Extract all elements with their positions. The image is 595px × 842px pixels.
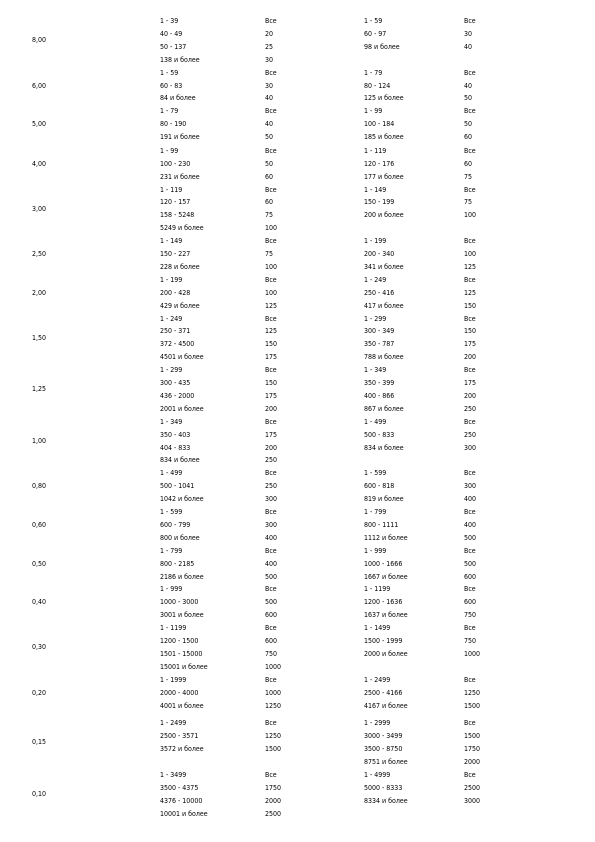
right-value: 50 (464, 94, 473, 103)
left-value: 125 (265, 327, 278, 336)
right-value: Все (464, 146, 476, 155)
left-value: Все (265, 417, 277, 426)
right-range: 1 - 799 (364, 508, 387, 516)
left-range: 2001 и более (160, 404, 204, 413)
left-range: 1 - 499 (160, 469, 183, 478)
row-label: 1,00 (32, 437, 47, 446)
right-range: 1 - 349 (364, 366, 387, 375)
right-value: 50 (464, 120, 473, 129)
right-value: 100 (464, 211, 477, 220)
left-value: 600 (265, 637, 278, 645)
left-range: 1 - 249 (160, 314, 183, 323)
right-range: 819 и более (364, 495, 404, 504)
right-value: 30 (464, 29, 473, 38)
left-value: Все (265, 546, 277, 555)
right-value: 300 (464, 482, 477, 491)
row-label: 0,10 (32, 790, 47, 799)
right-range: 4167 и более (364, 701, 408, 710)
row-label: 1,25 (32, 385, 47, 394)
left-range: 4376 - 10000 (160, 796, 203, 805)
right-value: 40 (464, 42, 473, 51)
left-value: 175 (265, 430, 278, 439)
left-value: Все (265, 17, 277, 25)
right-value: Все (464, 675, 476, 684)
left-value: 200 (265, 443, 278, 452)
left-value: 50 (265, 159, 274, 168)
right-value: Все (464, 417, 476, 426)
right-range: 1 - 59 (364, 17, 383, 25)
row-label: 0,60 (32, 520, 47, 529)
left-value: 250 (265, 482, 278, 491)
left-range: 250 - 371 (160, 327, 191, 336)
right-value: 60 (464, 133, 473, 142)
right-range: 1 - 499 (364, 417, 387, 426)
left-range: 40 - 49 (160, 29, 183, 38)
right-range: 300 - 349 (364, 327, 395, 336)
left-range: 1 - 999 (160, 585, 183, 594)
left-value: 400 (265, 533, 278, 542)
left-range: 84 и более (160, 94, 196, 103)
right-range: 1 - 2999 (364, 718, 391, 727)
right-value: 1250 (464, 688, 481, 697)
left-range: 3572 и более (160, 744, 204, 753)
right-range: 185 и более (364, 133, 404, 142)
right-value: 2500 (464, 783, 481, 792)
left-value: Все (265, 366, 277, 375)
left-value: 200 (265, 404, 278, 413)
right-value: 150 (464, 301, 477, 310)
right-range: 1 - 999 (364, 546, 387, 555)
left-value: Все (265, 508, 277, 516)
right-value: Все (464, 237, 476, 246)
row-label: 8,00 (32, 36, 47, 45)
left-range: 100 - 230 (160, 159, 191, 168)
left-range: 404 - 833 (160, 443, 191, 452)
left-value: Все (265, 675, 277, 684)
right-range: 1500 - 1999 (364, 637, 403, 645)
right-value: 250 (464, 404, 477, 413)
left-range: 5249 и более (160, 224, 204, 233)
left-value: 175 (265, 391, 278, 400)
left-value: 50 (265, 133, 274, 142)
right-value: Все (464, 508, 476, 516)
right-value: Все (464, 314, 476, 323)
right-value: 125 (464, 288, 477, 297)
right-value: 750 (464, 611, 477, 620)
left-value: 75 (265, 211, 274, 220)
right-range: 1 - 1499 (364, 624, 391, 633)
left-range: 150 - 227 (160, 250, 191, 258)
left-value: 1250 (265, 701, 282, 710)
left-value: 300 (265, 520, 278, 529)
right-value: 300 (464, 443, 477, 452)
left-value: 75 (265, 250, 274, 258)
right-value: 125 (464, 262, 477, 271)
left-value: Все (265, 237, 277, 246)
left-range: 158 - 5248 (160, 211, 195, 220)
left-value: 1500 (265, 744, 282, 753)
right-value: 75 (464, 172, 473, 181)
left-range: 1 - 2499 (160, 718, 187, 727)
left-range: 3001 и более (160, 611, 204, 620)
right-range: 150 - 199 (364, 198, 395, 207)
left-value: 2500 (265, 809, 282, 818)
right-range: 8751 и более (364, 757, 408, 766)
right-range: 341 и более (364, 262, 404, 271)
left-range: 1 - 99 (160, 146, 179, 155)
left-value: 100 (265, 224, 278, 233)
left-value: 30 (265, 81, 274, 90)
left-value: 500 (265, 598, 278, 607)
row-label: 0,80 (32, 482, 47, 491)
left-range: 1 - 1199 (160, 624, 187, 633)
right-value: 175 (464, 340, 477, 349)
left-range: 1 - 199 (160, 275, 183, 284)
left-range: 2500 - 3571 (160, 731, 199, 740)
left-range: 1000 - 3000 (160, 598, 199, 607)
left-value: 60 (265, 198, 274, 207)
left-range: 10001 и более (160, 809, 208, 818)
left-range: 800 и более (160, 533, 200, 542)
left-range: 1 - 299 (160, 366, 183, 375)
right-range: 1112 и более (364, 533, 408, 542)
right-range: 1000 - 1666 (364, 559, 403, 568)
right-range: 1637 и более (364, 611, 408, 620)
row-label: 2,50 (32, 250, 47, 258)
left-value: 175 (265, 353, 278, 362)
right-value: 600 (464, 598, 477, 607)
left-range: 1 - 349 (160, 417, 183, 426)
right-value: Все (464, 107, 476, 116)
row-label: 4,00 (32, 159, 47, 168)
left-range: 231 и более (160, 172, 200, 181)
right-range: 3500 - 8750 (364, 744, 403, 753)
right-range: 200 и более (364, 211, 404, 220)
left-range: 372 - 4500 (160, 340, 195, 349)
left-range: 800 - 2185 (160, 559, 195, 568)
right-value: 60 (464, 159, 473, 168)
left-value: 100 (265, 262, 278, 271)
right-value: 250 (464, 430, 477, 439)
right-value: 75 (464, 198, 473, 207)
left-range: 436 - 2000 (160, 391, 195, 400)
right-value: 400 (464, 495, 477, 504)
right-value: 500 (464, 559, 477, 568)
left-value: Все (265, 275, 277, 284)
left-value: Все (265, 314, 277, 323)
right-value: 400 (464, 520, 477, 529)
right-range: 400 - 866 (364, 391, 395, 400)
right-value: 200 (464, 353, 477, 362)
left-value: Все (265, 624, 277, 633)
left-range: 1 - 149 (160, 237, 183, 246)
right-range: 5000 - 8333 (364, 783, 403, 792)
right-value: Все (464, 718, 476, 727)
right-range: 98 и более (364, 42, 400, 51)
right-range: 788 и более (364, 353, 404, 362)
right-value: 1000 (464, 649, 481, 658)
left-range: 500 - 1041 (160, 482, 195, 491)
right-value: Все (464, 17, 476, 25)
right-value: Все (464, 366, 476, 375)
row-label: 0,50 (32, 559, 47, 568)
right-range: 1 - 599 (364, 469, 387, 478)
right-range: 1 - 2499 (364, 675, 391, 684)
left-range: 1 - 599 (160, 508, 183, 516)
right-range: 350 - 399 (364, 379, 395, 387)
left-range: 228 и более (160, 262, 200, 271)
right-value: 2000 (464, 757, 481, 766)
left-range: 300 - 435 (160, 379, 191, 387)
right-value: 500 (464, 533, 477, 542)
left-value: 1250 (265, 731, 282, 740)
right-range: 200 - 340 (364, 250, 395, 258)
left-value: Все (265, 107, 277, 116)
right-range: 867 и более (364, 404, 404, 413)
row-label: 2,00 (32, 288, 47, 297)
right-range: 8334 и более (364, 796, 408, 805)
right-value: 200 (464, 391, 477, 400)
left-range: 1 - 799 (160, 546, 183, 555)
right-range: 120 - 176 (364, 159, 395, 168)
left-value: Все (265, 469, 277, 478)
right-value: Все (464, 624, 476, 633)
left-value: 40 (265, 94, 274, 103)
right-range: 1 - 79 (364, 68, 383, 77)
right-value: Все (464, 275, 476, 284)
left-range: 1 - 59 (160, 68, 179, 77)
left-range: 3500 - 4375 (160, 783, 199, 792)
left-value: 750 (265, 649, 278, 658)
left-value: Все (265, 146, 277, 155)
left-range: 60 - 83 (160, 81, 183, 90)
row-label: 6,00 (32, 81, 47, 90)
right-value: Все (464, 771, 476, 779)
right-range: 1 - 119 (364, 146, 387, 155)
left-value: 60 (265, 172, 274, 181)
right-value: Все (464, 68, 476, 77)
right-range: 60 - 97 (364, 29, 387, 38)
row-label: 0,15 (32, 738, 47, 747)
left-value: 2000 (265, 796, 282, 805)
right-range: 600 - 818 (364, 482, 395, 491)
right-value: 1750 (464, 744, 481, 753)
left-value: 300 (265, 495, 278, 504)
right-range: 250 - 416 (364, 288, 395, 297)
row-label: 0,20 (32, 688, 47, 697)
left-value: Все (265, 185, 277, 194)
row-label: 1,50 (32, 333, 47, 342)
row-label: 3,00 (32, 204, 47, 213)
right-value: 1500 (464, 731, 481, 740)
left-range: 1501 - 15000 (160, 649, 203, 658)
right-range: 800 - 1111 (364, 520, 399, 529)
left-range: 4501 и более (160, 353, 204, 362)
right-range: 1200 - 1636 (364, 598, 403, 607)
left-range: 200 - 428 (160, 288, 191, 297)
right-range: 1 - 99 (364, 107, 383, 116)
left-value: 1000 (265, 688, 282, 697)
right-range: 1 - 1199 (364, 585, 391, 594)
left-value: Все (265, 718, 277, 727)
right-range: 80 - 124 (364, 81, 391, 90)
right-range: 1 - 299 (364, 314, 387, 323)
left-value: 250 (265, 456, 278, 465)
left-value: 25 (265, 42, 274, 51)
left-range: 1 - 39 (160, 17, 179, 25)
left-range: 834 и более (160, 456, 200, 465)
right-value: 600 (464, 572, 477, 581)
left-value: 40 (265, 120, 274, 129)
left-range: 350 - 403 (160, 430, 191, 439)
right-value: 1500 (464, 701, 481, 710)
right-range: 177 и более (364, 172, 404, 181)
left-value: Все (265, 68, 277, 77)
left-value: 125 (265, 301, 278, 310)
right-range: 417 и более (364, 301, 404, 310)
left-range: 2000 - 4000 (160, 688, 199, 697)
left-range: 50 - 137 (160, 42, 187, 51)
left-range: 1 - 1999 (160, 675, 187, 684)
right-value: 100 (464, 250, 477, 258)
right-value: 175 (464, 379, 477, 387)
right-range: 2500 - 4166 (364, 688, 403, 697)
right-value: 150 (464, 327, 477, 336)
left-range: 1042 и более (160, 495, 204, 504)
right-range: 2000 и более (364, 649, 408, 658)
right-value: 3000 (464, 796, 481, 805)
left-range: 1200 - 1500 (160, 637, 199, 645)
left-value: 1750 (265, 783, 282, 792)
left-range: 2186 и более (160, 572, 204, 581)
left-value: 600 (265, 611, 278, 620)
left-range: 1 - 119 (160, 185, 183, 194)
right-value: Все (464, 585, 476, 594)
right-range: 1 - 4999 (364, 771, 391, 779)
row-label: 0,30 (32, 643, 47, 652)
right-value: Все (464, 469, 476, 478)
left-range: 4001 и более (160, 701, 204, 710)
right-value: 750 (464, 637, 477, 645)
right-range: 1 - 249 (364, 275, 387, 284)
left-value: 400 (265, 559, 278, 568)
left-range: 1 - 3499 (160, 771, 187, 779)
left-value: 150 (265, 340, 278, 349)
left-value: 100 (265, 288, 278, 297)
right-value: Все (464, 185, 476, 194)
left-range: 80 - 190 (160, 120, 187, 129)
left-range: 1 - 79 (160, 107, 179, 116)
right-range: 3000 - 3499 (364, 731, 403, 740)
right-range: 1 - 149 (364, 185, 387, 194)
left-range: 120 - 157 (160, 198, 191, 207)
left-range: 429 и более (160, 301, 200, 310)
left-value: Все (265, 771, 277, 779)
left-value: 1000 (265, 662, 282, 671)
right-value: 40 (464, 81, 473, 90)
right-range: 100 - 184 (364, 120, 395, 129)
right-range: 500 - 833 (364, 430, 395, 439)
right-range: 350 - 787 (364, 340, 395, 349)
right-range: 1 - 199 (364, 237, 387, 246)
left-range: 191 и более (160, 133, 200, 142)
left-value: 500 (265, 572, 278, 581)
left-range: 138 и более (160, 55, 200, 64)
right-value: Все (464, 546, 476, 555)
right-range: 834 и более (364, 443, 404, 452)
left-value: 150 (265, 379, 278, 387)
row-label: 5,00 (32, 120, 47, 129)
left-value: 20 (265, 29, 274, 38)
left-value: Все (265, 585, 277, 594)
left-range: 15001 и более (160, 662, 208, 671)
row-label: 0,40 (32, 598, 47, 607)
right-range: 125 и более (364, 94, 404, 103)
left-value: 30 (265, 55, 274, 64)
right-range: 1667 и более (364, 572, 408, 581)
left-range: 600 - 799 (160, 520, 191, 529)
